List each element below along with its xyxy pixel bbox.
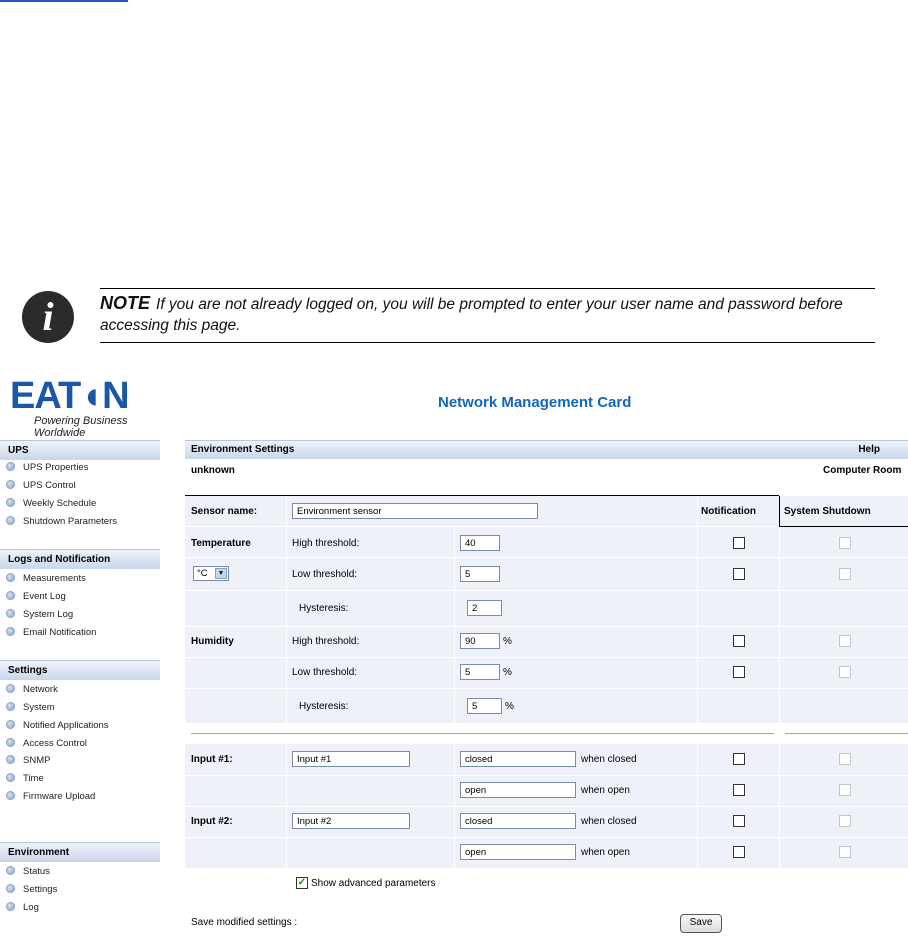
bullet-icon [6,480,15,489]
location-left: unknown [191,465,235,476]
show-advanced-checkbox[interactable]: ✓ [297,877,307,888]
top-link-underline[interactable] [0,0,128,2]
hum-hysteresis-label: Hysteresis: [299,701,349,712]
sidebar-item-access-control[interactable]: Access Control [6,737,87,751]
temp-low-shutdown-checkbox[interactable] [839,568,851,580]
hum-high-threshold-input[interactable] [460,633,500,649]
sidebar-item-system[interactable]: System [6,701,55,715]
input2-open-notification-checkbox[interactable] [733,846,745,858]
input1-closed-shutdown-checkbox[interactable] [839,753,851,765]
system-shutdown-column-header: System Shutdown [784,506,871,517]
sidebar-item-env-status[interactable]: Status [6,865,50,879]
when-closed-label: when closed [581,816,637,827]
bullet-icon [6,462,15,471]
column-divider [779,527,780,868]
location-right: Computer Room [823,465,902,476]
temp-high-threshold-input[interactable] [460,535,500,551]
temperature-unit-value: °C [197,568,208,579]
logo-tagline: Powering Business Worldwide [34,415,128,439]
percent-unit: % [503,636,512,647]
temp-hysteresis-label: Hysteresis: [299,603,349,614]
chevron-down-icon: ▼ [215,568,227,579]
input1-closed-notification-checkbox[interactable] [733,753,745,765]
input2-label: Input #2: [191,816,233,827]
sidebar-item-snmp[interactable]: SNMP [6,754,50,768]
when-open-label: when open [581,847,630,858]
bullet-icon [6,738,15,747]
bullet-icon [6,684,15,693]
temp-low-threshold-label: Low threshold: [292,569,358,580]
bullet-icon [6,516,15,525]
hum-low-threshold-input[interactable] [460,664,500,680]
sidebar-item-firmware-upload[interactable]: Firmware Upload [6,790,95,804]
bullet-icon [6,627,15,636]
note-label: NOTE [100,293,151,313]
input2-closed-notification-checkbox[interactable] [733,815,745,827]
sidebar-item-ups-properties[interactable]: UPS Properties [6,461,88,475]
bullet-icon [6,866,15,875]
column-divider [454,744,455,868]
input1-name-input[interactable] [292,751,410,767]
sidebar-item-event-log[interactable]: Event Log [6,590,66,604]
humidity-label: Humidity [191,636,234,647]
input2-open-shutdown-checkbox[interactable] [839,846,851,858]
section-separator [785,733,908,734]
when-closed-label: when closed [581,754,637,765]
table-row [185,591,908,626]
sidebar-item-measurements[interactable]: Measurements [6,572,86,586]
input1-open-shutdown-checkbox[interactable] [839,784,851,796]
column-divider [454,527,455,723]
bullet-icon [6,498,15,507]
input2-closed-shutdown-checkbox[interactable] [839,815,851,827]
bullet-icon [6,573,15,582]
sidebar-item-weekly-schedule[interactable]: Weekly Schedule [6,497,96,511]
table-top-border [185,495,779,496]
input2-name-input[interactable] [292,813,410,829]
notification-column-header: Notification [701,506,756,517]
temp-high-notification-checkbox[interactable] [733,537,745,549]
temp-low-threshold-input[interactable] [460,566,500,582]
sidebar-section-environment: Environment [0,842,160,862]
sidebar-section-logs: Logs and Notification [0,549,160,569]
sensor-name-label: Sensor name: [191,506,258,517]
hum-low-shutdown-checkbox[interactable] [839,666,851,678]
hum-high-threshold-label: High threshold: [292,636,360,647]
hum-high-shutdown-checkbox[interactable] [839,635,851,647]
hum-low-threshold-label: Low threshold: [292,667,358,678]
when-open-label: when open [581,785,630,796]
note-body: If you are not already logged on, you will be prompted to enter your user name and password before accessing this page. [100,296,843,334]
bullet-icon [6,702,15,711]
sidebar-item-env-log[interactable]: Log [6,901,39,915]
hum-hysteresis-input[interactable] [467,698,502,714]
percent-unit: % [503,667,512,678]
sidebar-item-system-log[interactable]: System Log [6,608,73,622]
column-divider [779,496,780,527]
show-advanced-label[interactable]: Show advanced parameters [311,878,436,889]
temp-high-shutdown-checkbox[interactable] [839,537,851,549]
input1-open-notification-checkbox[interactable] [733,784,745,796]
bullet-icon [6,902,15,911]
percent-unit: % [505,701,514,712]
hum-low-notification-checkbox[interactable] [733,666,745,678]
bullet-icon [6,884,15,893]
sidebar-item-env-settings[interactable]: Settings [6,883,57,897]
save-button[interactable]: Save [680,914,722,933]
note-divider-top [100,288,875,289]
temperature-label: Temperature [191,538,251,549]
sidebar-item-email-notification[interactable]: Email Notification [6,626,96,640]
temperature-unit-select[interactable] [193,566,229,581]
input1-closed-text-input[interactable] [460,751,576,767]
bullet-icon [6,720,15,729]
page-title: Network Management Card [438,394,632,411]
bullet-icon [6,609,15,618]
bullet-icon [6,755,15,764]
panel-header [185,440,908,459]
temp-low-notification-checkbox[interactable] [733,568,745,580]
bullet-icon [6,591,15,600]
sidebar-item-network[interactable]: Network [6,683,58,697]
sidebar-section-ups: UPS [0,440,160,460]
sidebar-item-notified-applications[interactable]: Notified Applications [6,719,109,733]
sidebar-section-settings: Settings [0,660,160,680]
input1-label: Input #1: [191,754,233,765]
note-divider-bottom [100,342,875,343]
save-settings-label: Save modified settings : [191,917,298,928]
hum-high-notification-checkbox[interactable] [733,635,745,647]
input2-closed-text-input[interactable] [460,813,576,829]
input2-open-text-input[interactable] [460,844,576,860]
bullet-icon [6,791,15,800]
eaton-logo [10,375,155,439]
sidebar-item-shutdown-parameters[interactable]: Shutdown Parameters [6,515,117,529]
shutdown-header-border [779,526,908,527]
temp-high-threshold-label: High threshold: [292,538,360,549]
table-row [185,689,908,723]
section-separator [191,733,774,734]
column-divider [697,496,698,868]
panel-title: Environment Settings [191,444,295,455]
help-link[interactable]: Help [858,444,880,455]
sensor-name-input[interactable] [292,503,538,519]
input1-open-text-input[interactable] [460,782,576,798]
sidebar-item-time[interactable]: Time [6,772,44,786]
info-icon: i [22,291,74,343]
sidebar-item-ups-control[interactable]: UPS Control [6,479,76,493]
logo-wordmark: EAT◖N [10,375,129,417]
bullet-icon [6,773,15,782]
column-divider [286,496,287,868]
temp-hysteresis-input[interactable] [467,600,502,616]
note-text [100,293,875,336]
